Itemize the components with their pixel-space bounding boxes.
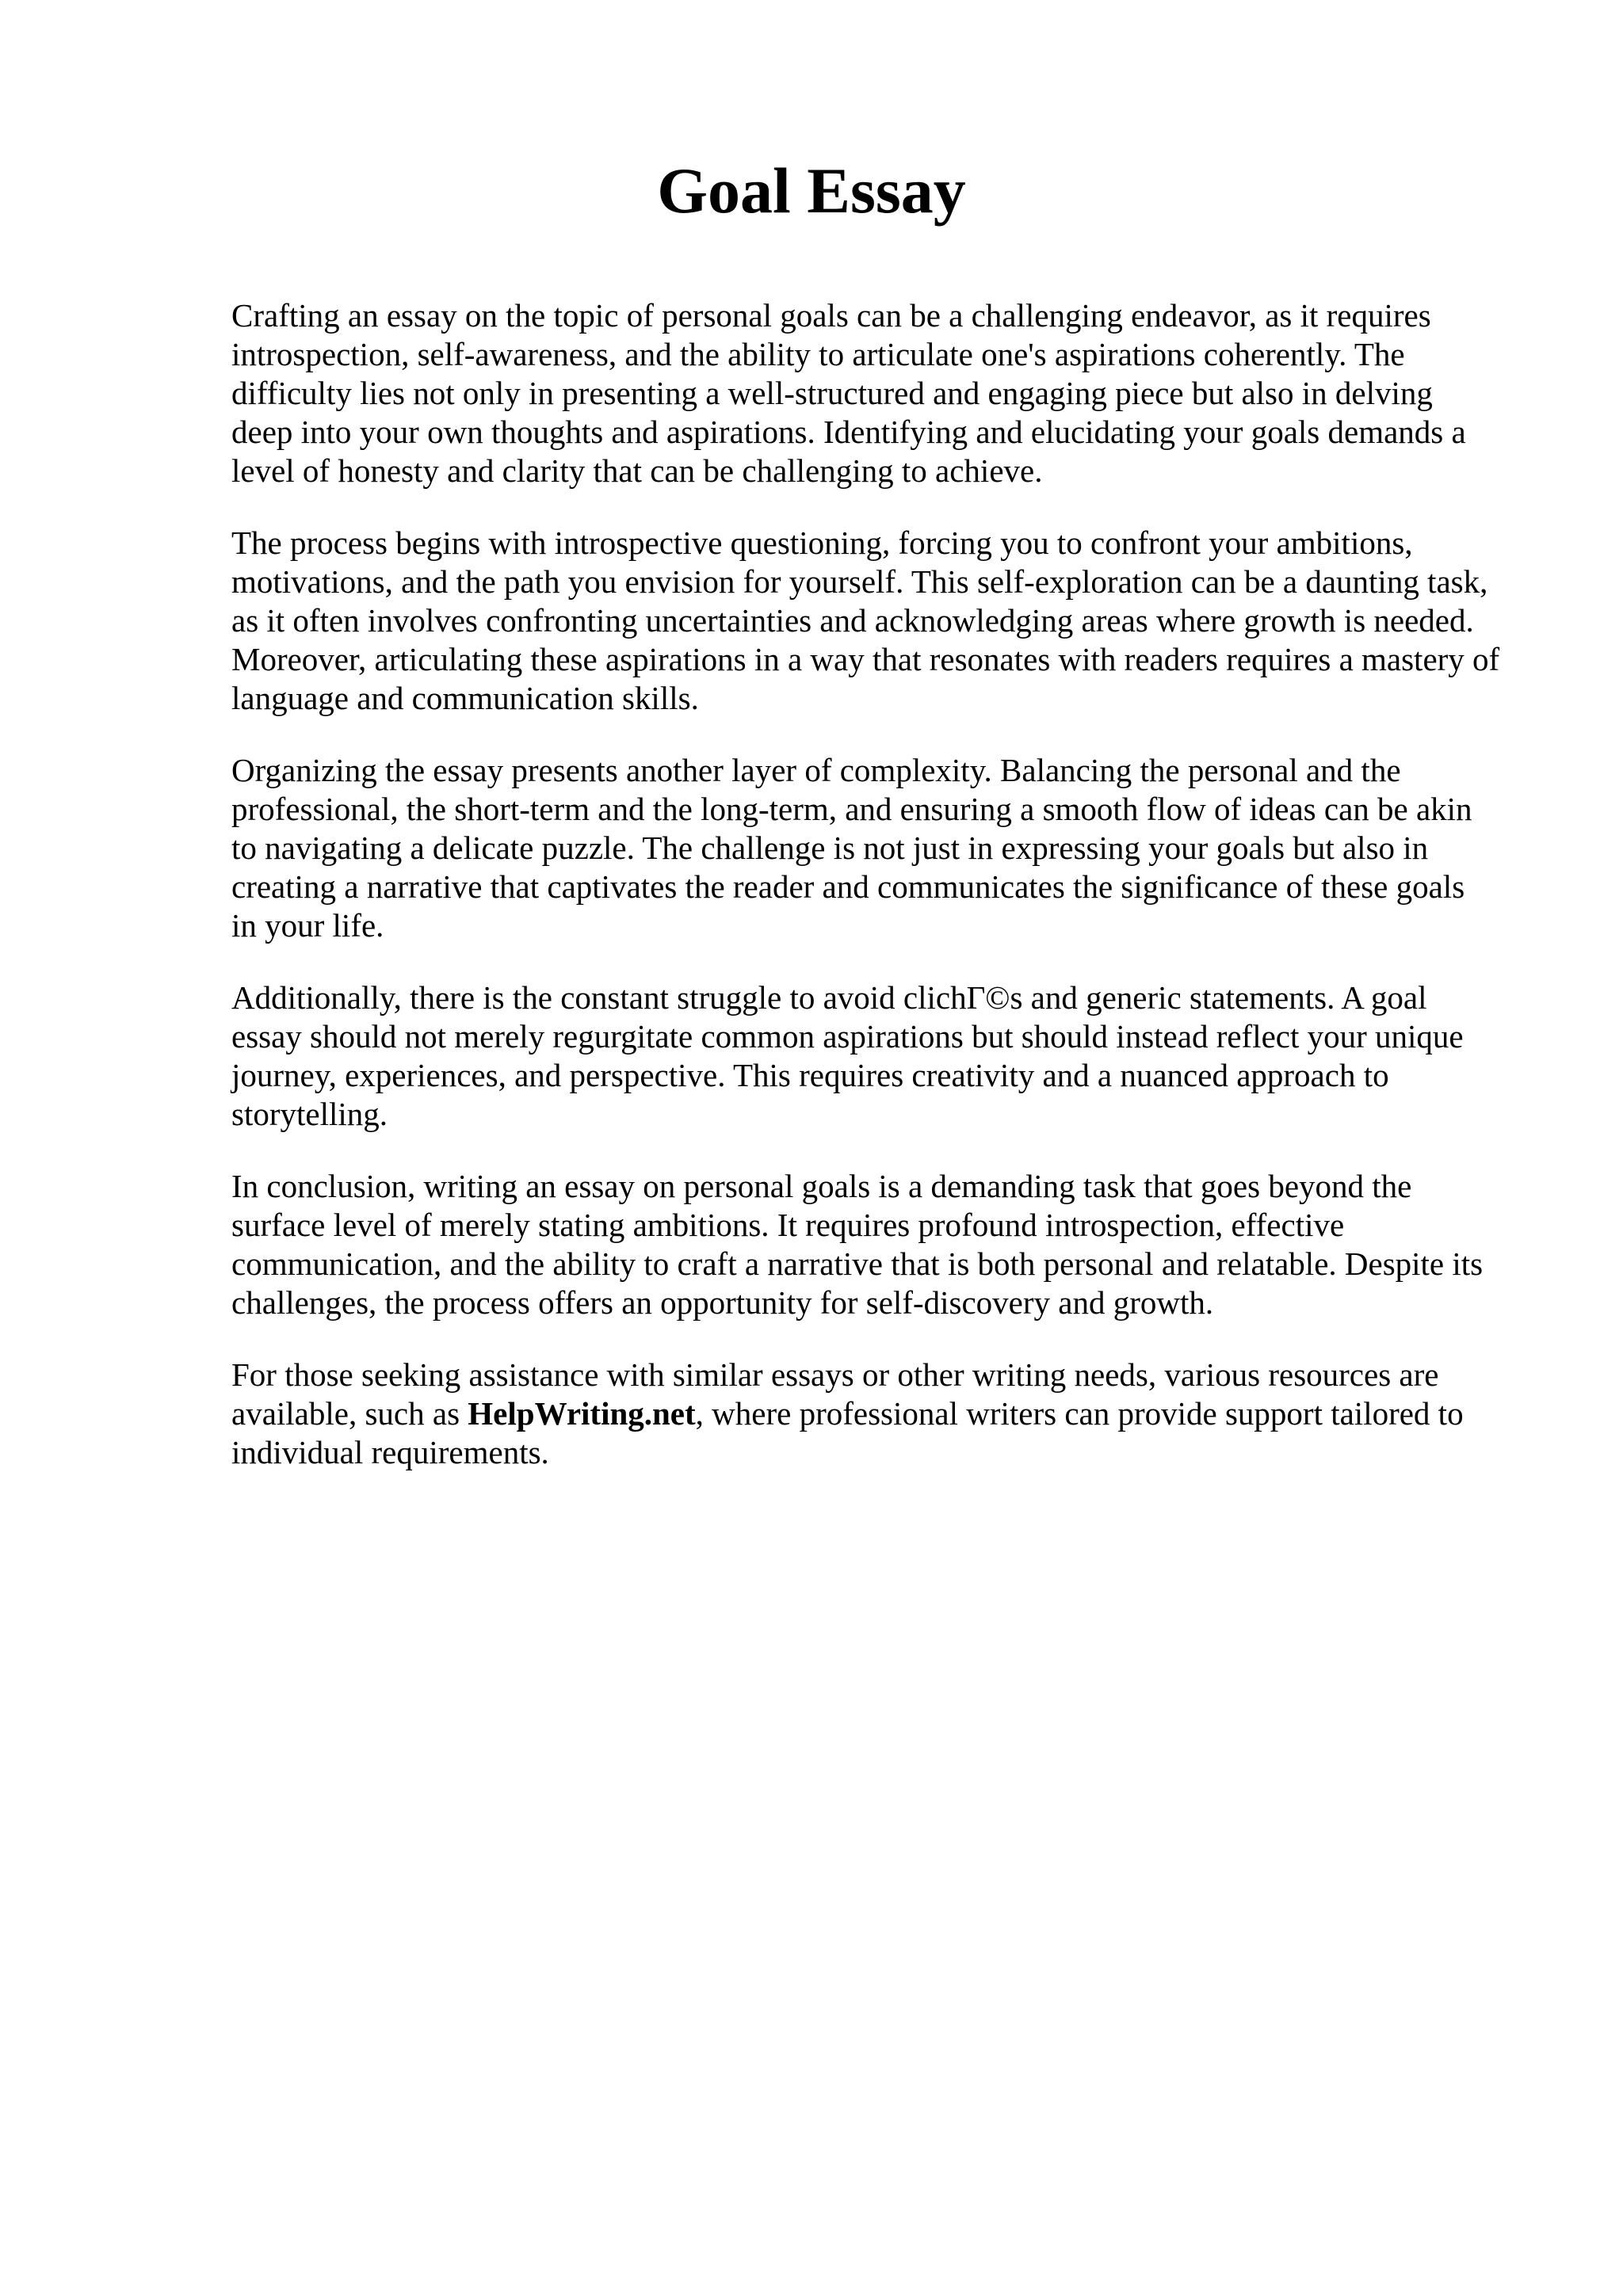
text-line: creating a narrative that captivates the reader and communicates the significance of these goals xyxy=(231,868,1465,905)
text-line: to navigating a delicate puzzle. The challenge is not just in expressing your goals but also in xyxy=(231,830,1429,866)
text-line: Organizing the essay presents another layer of complexity. Balancing the personal and the xyxy=(231,752,1401,788)
text-line: introspection, self-awareness, and the ability to articulate one's aspirations coherently. The xyxy=(231,336,1405,372)
closing-text-before: available, such as xyxy=(231,1395,468,1432)
paragraph-cliches xyxy=(231,978,1550,1134)
document-title: Goal Essay xyxy=(657,154,966,227)
text-line: essay should not merely regurgitate common aspirations but should instead reflect your unique xyxy=(231,1018,1464,1055)
text-line: Additionally, there is the constant struggle to avoid clichΓ©s and generic statements. A goal xyxy=(231,979,1427,1016)
closing-text-after: , where professional writers can provide support tailored to xyxy=(695,1395,1464,1432)
text-line: For those seeking assistance with similar essays or other writing needs, various resources are xyxy=(231,1356,1439,1393)
text-line: storytelling. xyxy=(231,1096,388,1132)
text-line: language and communication skills. xyxy=(231,680,699,716)
text-line: difficulty lies not only in presenting a well-structured and engaging piece but also in delving xyxy=(231,375,1433,411)
essay-body xyxy=(231,296,1550,1505)
helpwriting-brand-link[interactable]: HelpWriting.net xyxy=(468,1395,696,1432)
text-line: motivations, and the path you envision for yourself. This self-exploration can be a daunting task, xyxy=(231,563,1488,600)
text-line: individual requirements. xyxy=(231,1434,549,1470)
text-line xyxy=(231,1394,1550,1433)
text-line: In conclusion, writing an essay on personal goals is a demanding task that goes beyond the xyxy=(231,1168,1412,1204)
text-line: Crafting an essay on the topic of personal goals can be a challenging endeavor, as it requires xyxy=(231,297,1431,334)
text-line: communication, and the ability to craft a narrative that is both personal and relatable. Despite its xyxy=(231,1245,1484,1282)
paragraph-intro xyxy=(231,296,1550,490)
paragraph-closing xyxy=(231,1356,1550,1472)
text-line: deep into your own thoughts and aspirations. Identifying and elucidating your goals demands a xyxy=(231,414,1466,450)
text-line: as it often involves confronting uncertainties and acknowledging areas where growth is needed. xyxy=(231,602,1474,639)
text-line: in your life. xyxy=(231,907,384,944)
text-line: professional, the short-term and the long-term, and ensuring a smooth flow of ideas can be akin xyxy=(231,791,1472,827)
text-line: surface level of merely stating ambitions. It requires profound introspection, effective xyxy=(231,1207,1345,1243)
text-line: challenges, the process offers an opportunity for self-discovery and growth. xyxy=(231,1284,1214,1321)
text-line: The process begins with introspective questioning, forcing you to confront your ambitions, xyxy=(231,524,1413,561)
text-line: journey, experiences, and perspective. This requires creativity and a nuanced approach to xyxy=(231,1057,1389,1093)
paragraph-process xyxy=(231,524,1550,718)
text-line: Moreover, articulating these aspirations in a way that resonates with readers requires a mastery of xyxy=(231,641,1500,677)
paragraph-conclusion xyxy=(231,1167,1550,1322)
paragraph-organizing xyxy=(231,751,1550,945)
text-line: level of honesty and clarity that can be challenging to achieve. xyxy=(231,452,1043,489)
